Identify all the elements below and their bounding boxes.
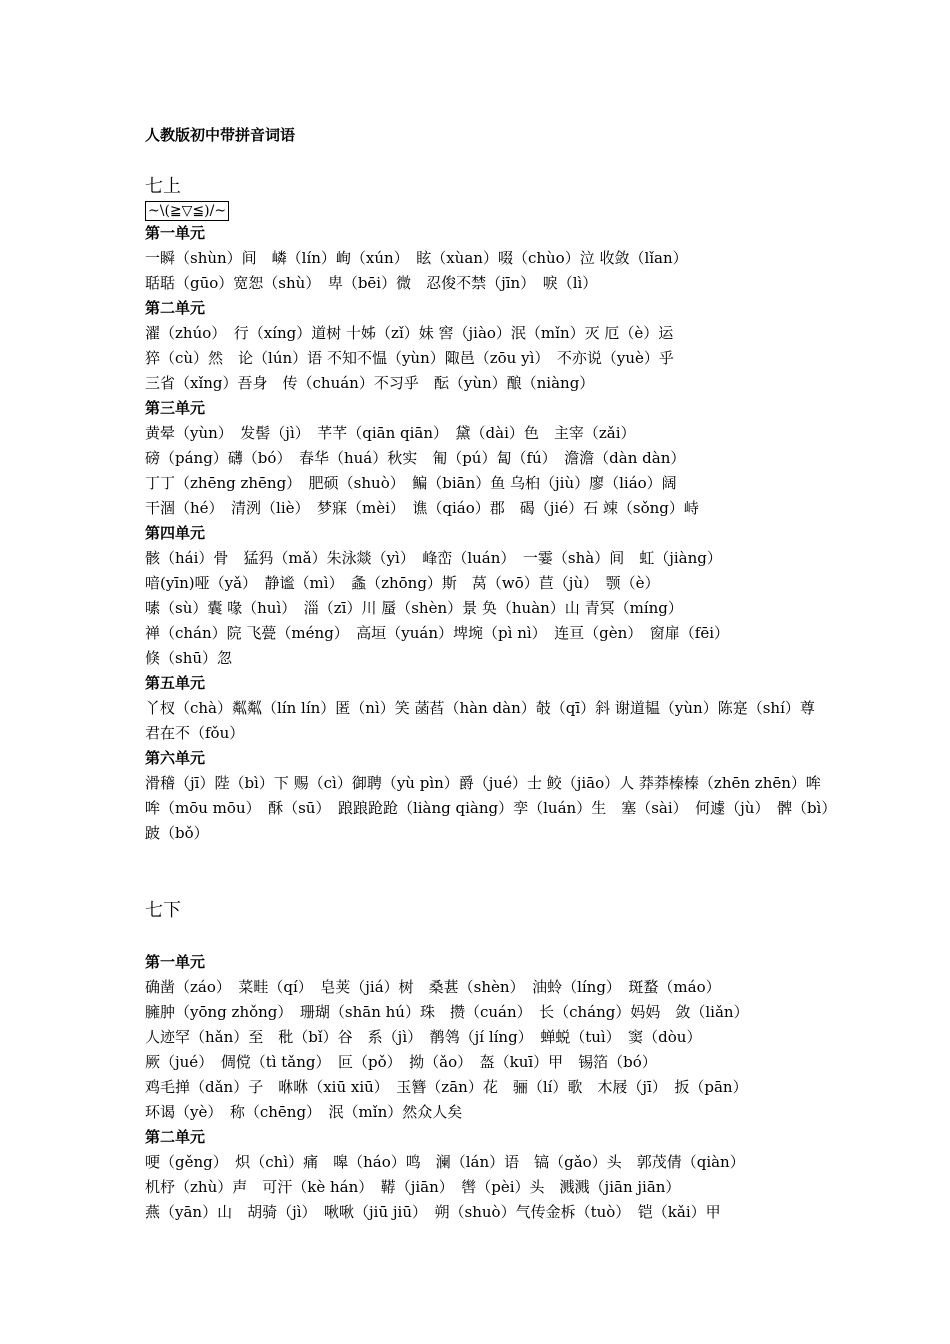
vocab-line: 确凿（záo） 菜畦（qí） 皂荚（jiá）树 桑葚（shèn） 油蛉（líng） 斑蝥（máo） bbox=[145, 978, 721, 996]
vocab-line: 丁丁（zhēng zhēng） 肥硕（shuò） 鳊（biān）鱼 乌桕（jiù）廖（liáo）阔 bbox=[145, 474, 677, 492]
vocab-line: 一瞬（shùn）间 嶙（lín）峋（xún） 眩（xùan）啜（chùo）泣 收敛（lǐan） bbox=[145, 249, 688, 267]
vocab-line: 君在不（fǒu） bbox=[145, 724, 245, 742]
volume-title: 七上 bbox=[145, 176, 181, 197]
vocab-line: 人迹罕（hǎn）至 秕（bǐ）谷 系（jì） 鹡鸰（jí líng） 蝉蜕（tuì） 窦（dòu） bbox=[145, 1028, 702, 1046]
volume-7b bbox=[145, 898, 825, 1225]
vocab-line: 倏（shū）忽 bbox=[145, 649, 233, 667]
unit-title: 第一单元 bbox=[145, 953, 206, 971]
vocab-line: 哞（mōu mōu） 酥（sū） 踉踉跄跄（liàng qiàng）孪（luán）生 塞（sài） 何遽（jù） 髀（bì） bbox=[145, 799, 837, 817]
unit-section bbox=[145, 396, 825, 521]
vocab-line: 禅（chán）院 飞甍（méng） 高垣（yuán）埤埦（pì nì） 连亘（gèn） 窗扉（fēi） bbox=[145, 624, 730, 642]
vocab-line: 骸（hái）骨 猛犸（mǎ）朱泳燚（yì） 峰峦（luán） 一霎（shà）间 虹（jiàng） bbox=[145, 549, 722, 567]
unit-title: 第二单元 bbox=[145, 299, 206, 317]
unit-section bbox=[145, 296, 825, 396]
unit-title: 第六单元 bbox=[145, 749, 206, 767]
vocab-line: 聒聒（gūo）宽恕（shù） 卑（bēi）微 忍俊不禁（jīn） 唳（lì） bbox=[145, 274, 598, 292]
unit-section bbox=[145, 950, 825, 1125]
vocab-line: 滑稽（jī）陛（bì）下 赐（cì）御聘（yù pìn）爵（jué）士 鲛（jiāo）人 莽莽榛榛（zhēn zhēn）哞 bbox=[145, 774, 821, 792]
vocab-line: 环谒（yè） 称（chēng） 泯（mǐn）然众人矣 bbox=[145, 1103, 463, 1121]
vocab-line: 厥（jué） 倜傥（tì tǎng） 叵（pǒ） 拗（ǎo） 盔（kuī）甲 锡箔（bó） bbox=[145, 1053, 657, 1071]
vocab-line: 燕（yān）山 胡骑（jì） 啾啾（jiū jiū） 朔（shuò）气传金柝（tuò） 铠（kǎi）甲 bbox=[145, 1203, 721, 1221]
vocab-line: 濯（zhúo） 行（xíng）道树 十姊（zǐ）妹 窖（jiào）泯（mǐn）灭 厄（è）运 bbox=[145, 324, 674, 342]
vocab-line: 机杼（zhù）声 可汗（kè hán） 鞯（jiān） 辔（pèi）头 溅溅（jiān jiān） bbox=[145, 1178, 681, 1196]
document-page bbox=[145, 118, 837, 1225]
vocab-line: 跛（bǒ） bbox=[145, 824, 209, 842]
vocab-line: 黄晕（yùn） 发髻（jì） 芊芊（qiān qiān） 黛（dài）色 主宰（zǎi） bbox=[145, 424, 636, 442]
unit-title: 第五单元 bbox=[145, 674, 206, 692]
vocab-line: 哽（gěng） 炽（chì）痛 嗥（háo）鸣 澜（lán）语 镐（gǎo）头 郭茂倩（qiàn） bbox=[145, 1153, 745, 1171]
vocab-line: 磅（páng）礴（bó） 春华（huá）秋实 匍（pú）匐（fú） 澹澹（dàn dàn） bbox=[145, 449, 686, 467]
vocab-line: 喑(yīn)哑（yǎ） 静谧（mì） 螽（zhōng）斯 莴（wō）苣（jù） 颚（è） bbox=[145, 574, 660, 592]
unit-section bbox=[145, 671, 825, 746]
vocab-line: 丫杈（chà）粼粼（lín lín）匿（nì）笑 菡萏（hàn dàn）攲（qī）斜 谢道韫（yùn）陈寔（shí）尊 bbox=[145, 699, 815, 717]
unit-title: 第四单元 bbox=[145, 524, 206, 542]
vocab-line: 鸡毛掸（dǎn）子 咻咻（xiū xiū） 玉簪（zān）花 骊（lí）歌 木屐（jī） 扳（pān） bbox=[145, 1078, 748, 1096]
vocab-line: 猝（cù）然 论（lún）语 不知不愠（yùn）陬邑（zōu yì） 不亦说（yuè）乎 bbox=[145, 349, 674, 367]
vocab-line: 三省（xǐng）吾身 传（chuán）不习乎 酝（yùn）酿（niàng） bbox=[145, 374, 595, 392]
vocab-line: 嗉（sù）囊 喙（huì） 淄（zī）川 蜃（shèn）景 奂（huàn）山 青冥（míng） bbox=[145, 599, 683, 617]
vocab-line: 臃肿（yōng zhǒng） 珊瑚（shān hú）珠 攒（cuán） 长（cháng）妈妈 敛（liǎn） bbox=[145, 1003, 749, 1021]
unit-title: 第一单元 bbox=[145, 224, 206, 242]
unit-section bbox=[145, 221, 825, 296]
unit-title: 第二单元 bbox=[145, 1128, 206, 1146]
volume-7a bbox=[145, 174, 837, 846]
emoticon-box: ~\(≧▽≦)/~ bbox=[145, 201, 229, 221]
unit-section bbox=[145, 746, 837, 846]
unit-section bbox=[145, 1125, 825, 1225]
unit-title: 第三单元 bbox=[145, 399, 206, 417]
document-title: 人教版初中带拼音词语 bbox=[145, 126, 296, 144]
volume-title: 七下 bbox=[145, 900, 181, 921]
vocab-line: 干涸（hé） 清洌（liè） 梦寐（mèi） 谯（qiáo）郡 碣（jié）石 竦（sǒng）峙 bbox=[145, 499, 699, 517]
unit-section bbox=[145, 521, 825, 671]
